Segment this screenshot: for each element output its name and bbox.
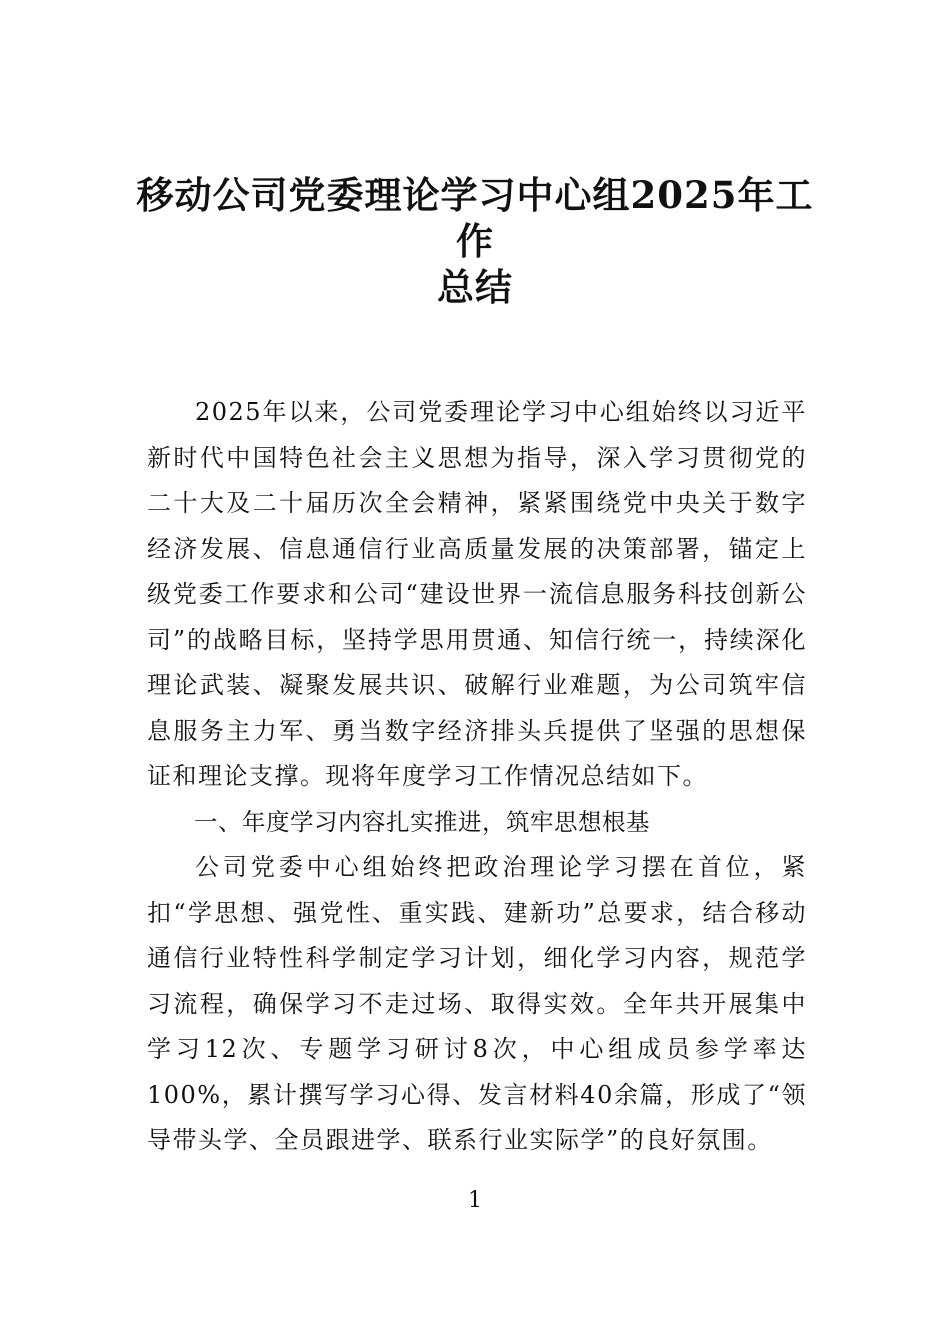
document-title-line2: 总结 (437, 265, 513, 309)
page-number: 1 (468, 1188, 482, 1213)
document-title-line1: 移动公司党委理论学习中心组2025年工作 (136, 173, 814, 263)
intro-paragraph: 2025年以来，公司党委理论学习中心组始终以习近平新时代中国特色社会主义思想为指导，深入学习贯彻党的二十大及二十届历次全会精神，紧紧围绕党中央关于数字经济发展、信息通信行业高质量发展的决策部署，锚定上级党委工作要求和公司“建设世界一流信息服务科技创新公司”的战略目标，坚持学思用贯通、知信行统一，持续深化理论武装、凝聚发展共识、破解行业难题，为公司筑牢信息服务主力军、勇当数字经济排头兵提供了坚强的思想保证和理论支撑。现将年度学习工作情况总结如下。 (147, 398, 807, 790)
document-body (147, 390, 807, 1164)
section-paragraph: 公司党委中心组始终把政治理论学习摆在首位，紧扣“学思想、强党性、重实践、建新功”总要求，结合移动通信行业特性科学制定学习计划，细化学习内容，规范学习流程，确保学习不走过场、取得实效。全年共开展集中学习12次、专题学习研讨8次，中心组成员参学率达100%，累计撰写学习心得、发言材料40余篇，形成了“领导带头学、全员跟进学、联系行业实际学”的良好氛围。 (147, 853, 807, 1154)
section-heading: 一、年度学习内容扎实推进，筑牢思想根基 (194, 807, 650, 836)
